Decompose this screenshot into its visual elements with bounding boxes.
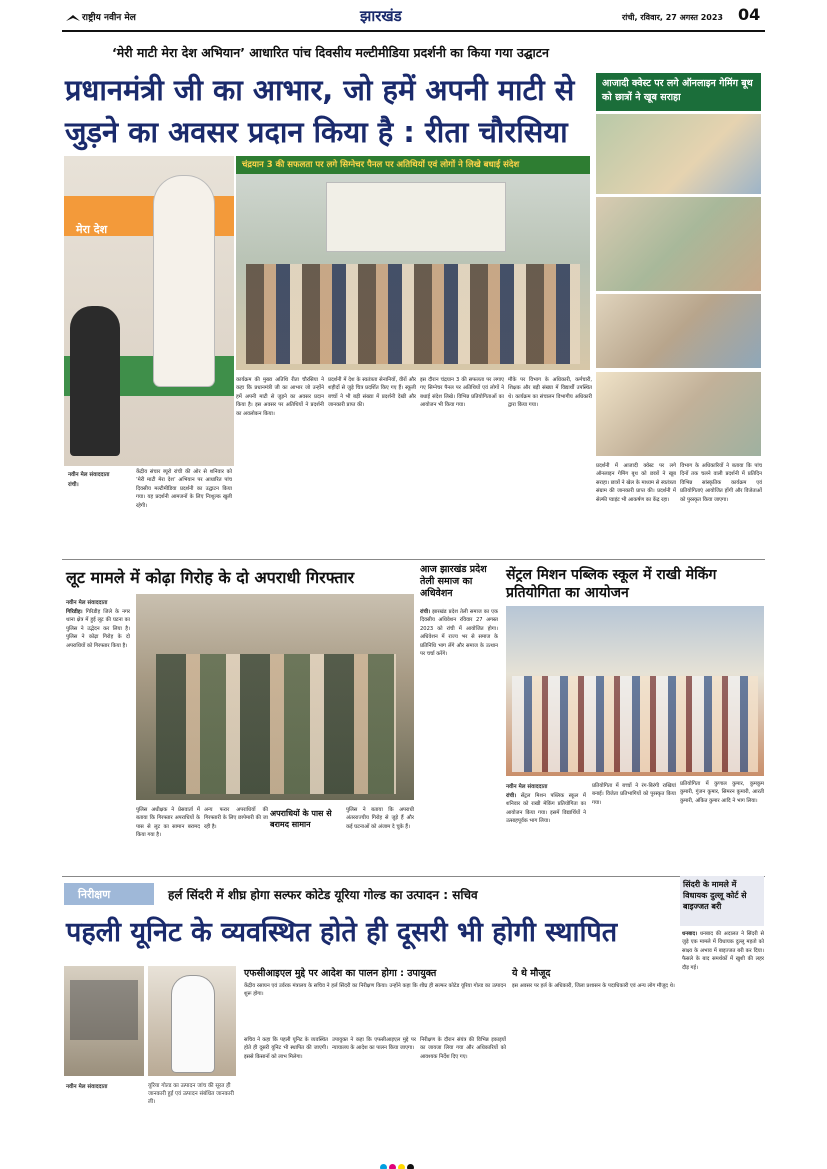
loot-body-1 [66,608,130,870]
lead-body-col4: इस दौरान चंद्रयान 3 की सफलता पर लगाए गए सिग्नेचर पैनल पर अतिथियों एवं लोगों ने बधाई संदेश लिखे। विभिन्न प्रतियोगिताओं का आयोजन भी किया गया। [420,377,504,409]
side-photo-3 [596,294,761,368]
lead-photo-group [236,174,590,370]
yellow-dot-icon [398,1164,405,1169]
school-body-1 [506,792,586,870]
teli-body-text: झारखंड प्रदेश तेली समाज का एक दिवसीय अधिवेशन रविवार 27 अगस्त 2023 को रांची में आयोजित होगा। अधिवेशन में राज्य भर से समाज के प्रतिनिधि भाग लेंगे और समाज के उत्थान पर चर्चा करेंगे। [420,609,498,658]
lead-body-col1: केंद्रीय संचार ब्यूरो रांची की ओर से शनिवार को ‘मेरी माटी मेरा देश’ अभियान पर आधारित पांच दिवसीय मल्टीमीडिया प्रदर्शनी का उद्घाटन किया गया। यह प्रदर्शनी आमजनों के लिए निःशुल्क खुली रहेगी। [136,469,232,509]
side-photo-2 [596,197,761,291]
lead-headline-line1: प्रधानमंत्री जी का आभार, जो हमें अपनी माटी से [65,73,575,107]
side-photo-1 [596,114,761,194]
inspection-headline: पहली यूनिट के व्यवस्थित होते ही दूसरी भी होगी स्थापित [66,917,618,948]
black-dot-icon [407,1164,414,1169]
signature-panel [326,182,506,252]
lead-kicker: ‘मेरी माटी मेरा देश अभियान’ आधारित पांच दिवसीय मल्टीमीडिया प्रदर्शनी का किया गया उद्घाटन [112,45,549,60]
inspection-subhead-1: एफसीआइएल मुद्दे पर आदेश का पालन होगा : उपायुक्त [244,968,437,979]
officers-group [156,654,396,794]
divider-lead [62,559,765,560]
court-dateline: धनबाद। [682,931,698,937]
students-group [512,676,758,772]
lead-dateline: रांची। [68,482,79,488]
school-body-1-text: सेंट्रल मिशन पब्लिक स्कूल में शनिवार को राखी मेकिंग प्रतियोगिता का आयोजन किया गया। इसमें विद्यार्थियों ने उत्साहपूर्वक भाग लिया। [506,793,586,825]
loot-body-2: पुलिस अधीक्षक ने प्रेसवार्ता में बताया कि गिरफ्तार अपराधियों के पास से लूट का सामान बरामद किया गया है। [136,807,200,839]
masthead-rule [62,30,765,32]
side-story-body2: विभाग के अधिकारियों ने बताया कि पांच दिनों तक चलने वाली प्रदर्शनी में प्रतिदिन विभिन्न सांस्कृतिक कार्यक्रम एवं प्रतियोगिताएं आयोजित होंगी और विजेताओं को पुरस्कृत किया जाएगा। [680,463,762,503]
magenta-dot-icon [389,1164,396,1169]
school-body-2: प्रतियोगिता में बच्चों ने रंग-बिरंगी राखियां बनाईं। विजेता प्रतिभागियों को पुरस्कृत किया गया। [592,783,676,806]
inspection-body-5: निरीक्षण के दौरान संयंत्र की विभिन्न इकाइयों का जायजा लिया गया और अधिकारियों को आवश्यक निर्देश दिए गए। [420,1037,506,1060]
teli-headline: आज झारखंड प्रदेश तेली समाज का अधिवेशन [420,564,487,599]
loot-dateline: गिरिडीह। [66,609,83,615]
teli-body [420,608,498,870]
loot-body-4: पुलिस ने बताया कि अपराधी अंतरराज्यीय गिरोह से जुड़े हैं और कई घटनाओं को अंजाम दे चुके हैं। [346,807,414,830]
lead-byline: नवीन मेल संवाददाता [68,472,110,478]
lead-body-col5: मौके पर विभाग के अधिकारी, कर्मचारी, शिक्षक और बड़ी संख्या में विद्यार्थी उपस्थित थे। कार्यक्रम का संचालन विभागीय अधिकारी द्वारा किया गया। [508,377,592,409]
pm-figure [154,176,214,386]
inspection-photo-2 [148,966,236,1076]
loot-body-3: अन्य फरार अपराधियों की गिरफ्तारी के लिए छापेमारी की जा रही है। [204,807,268,830]
inspection-subhead-2: ये थे मौजूद [512,968,551,979]
loot-byline: नवीन मेल संवाददाता [66,600,108,606]
woman-figure [70,306,120,456]
school-photo [506,606,764,776]
paper-name: राष्ट्रीय नवीन मेल [82,13,136,23]
school-headline: सेंट्रल मिशन पब्लिक स्कूल में राखी मेकिंग प्रतियोगिता का आयोजन [506,567,717,601]
loot-body-1-text: गिरिडीह जिले के नगर थाना क्षेत्र में हुई लूट की घटना का पुलिस ने उद्भेदन कर लिया है। पुलिस ने कोढ़ा गिरोह के दो अपराधियों को गिरफ्तार किया है। [66,609,130,649]
school-dateline: रांची। [506,793,517,799]
side-story-body: प्रदर्शनी में आजादी क्वेस्ट पर लगे ऑनलाइन गेमिंग बूथ को छात्रों ने खूब सराहा। छात्रों ने खेल के माध्यम से स्वतंत्रता संग्राम की जानकारी प्राप्त की। प्रदर्शनी में सेल्फी प्वाइंट भी आकर्षण का केंद्र रहा। [596,463,676,503]
divider-mid [62,876,765,877]
lead-headline-line2: जुड़ने का अवसर प्रदान किया है : रीता चौरसिया [65,115,568,149]
city-date: रांची, रविवार, 27 अगस्त 2023 [622,13,723,22]
inspection-body-1: केंद्रीय रसायन एवं उर्वरक मंत्रालय के सचिव ने हर्ल सिंदरी का निरीक्षण किया। उन्होंने कहा कि शीघ्र ही सल्फर कोटेड यूरिया गोल्ड का उत्पादन शुरू होगा। [244,983,506,998]
side-story-banner [596,73,761,111]
teli-dateline: रांची। [420,609,431,615]
inspection-body-4: इस अवसर पर हर्ल के अधिकारी, जिला प्रशासन के पदाधिकारी एवं अन्य लोग मौजूद थे। [512,983,675,989]
court-body-text: धनबाद की अदालत ने सिंदरी से जुड़े एक मामले में विधायक दुल्लू महतो को साक्ष्य के अभाव में बाइज्जत बरी कर दिया। फैसले के बाद समर्थकों में खुशी की लहर दौड़ गई। [682,931,764,971]
lead-body-col3: प्रदर्शनी में देश के स्वतंत्रता सेनानियों, वीरों और शहीदों से जुड़े चित्र प्रदर्शित किए गए हैं। स्कूली बच्चों ने भी बड़ी संख्या में प्रदर्शनी देखी और जानकारी प्राप्त की। [328,377,416,409]
lead-photo-left [64,156,234,466]
photo-text-mera-desh: मेरा देश [76,223,108,236]
photo-caption-banner [236,156,590,174]
inspection-byline: नवीन मेल संवाददाता [66,1084,108,1090]
lead-body-col2: कार्यक्रम की मुख्य अतिथि रीता चौरसिया ने कहा कि प्रधानमंत्री जी का आभार जो उन्होंने हमें अपनी माटी से जुड़ने का अवसर प्रदान किया है। इस अवसर पर अतिथियों ने प्रदर्शनी का अवलोकन किया। [236,377,324,417]
loot-subhead: अपराधियों के पास से बरामद सामान [270,809,332,829]
inspection-photo-1 [64,966,144,1076]
loot-headline: लूट मामले में कोढ़ा गिरोह के दो अपराधी गिरफ्तार [66,568,355,587]
side-story-headline: आजादी क्वेस्ट पर लगे ऑनलाइन गेमिंग बूथ को छात्रों ने खूब सराहा [602,78,753,103]
school-byline: नवीन मेल संवाददाता [506,784,548,790]
inspection-label: निरीक्षण [78,888,111,901]
official-figure [172,976,214,1072]
inspection-body-3: उपायुक्त ने कहा कि एफसीआइएल मुद्दे पर न्यायालय के आदेश का पालन किया जाएगा। [332,1037,416,1052]
masthead [0,0,827,36]
paper-logo-icon [66,10,80,20]
court-headline: सिंदरी के मामले में विधायक दुल्लू कोर्ट से बाइज्जत बरी [683,880,747,911]
inspection-label-box [64,883,154,905]
court-body [682,930,764,1144]
court-headline-box [680,876,764,926]
school-body-3: प्रतियोगिता में कुणाल कुमार, कुमकुम कुमारी, गुंजन कुमार, सिमरन कुमारी, आरती कुमारी, अंकित कुमार आदि ने भाग लिया। [680,781,764,804]
registration-marks-bottom [380,1156,416,1169]
cyan-dot-icon [380,1164,387,1169]
people-row [246,264,580,364]
car-window [70,980,138,1040]
page-number: 04 [738,5,761,24]
inspection-kicker: हर्ल सिंदरी में शीघ्र होगा सल्फर कोटेड यूरिया गोल्ड का उत्पादन : सचिव [168,888,478,902]
side-photo-4 [596,372,761,456]
photo-caption-text: चंद्रयान 3 की सफलता पर लगे सिग्नेचर पैनल पर अतिथियों एवं लोगों ने लिखे बधाई संदेश [242,160,520,170]
inspection-photo-caption: यूरिया गोल्ड का उत्पादन जांच की सूरत ही जानकारी हुई एवं उत्पादन संबंधित जानकारी ली। [148,1083,234,1105]
inspection-body-2: सचिव ने कहा कि पहली यूनिट के व्यवस्थित होते ही दूसरी यूनिट भी स्थापित की जाएगी। इससे किसानों को लाभ मिलेगा। [244,1037,328,1060]
section-name: झारखंड [360,7,402,25]
loot-photo [136,594,414,800]
